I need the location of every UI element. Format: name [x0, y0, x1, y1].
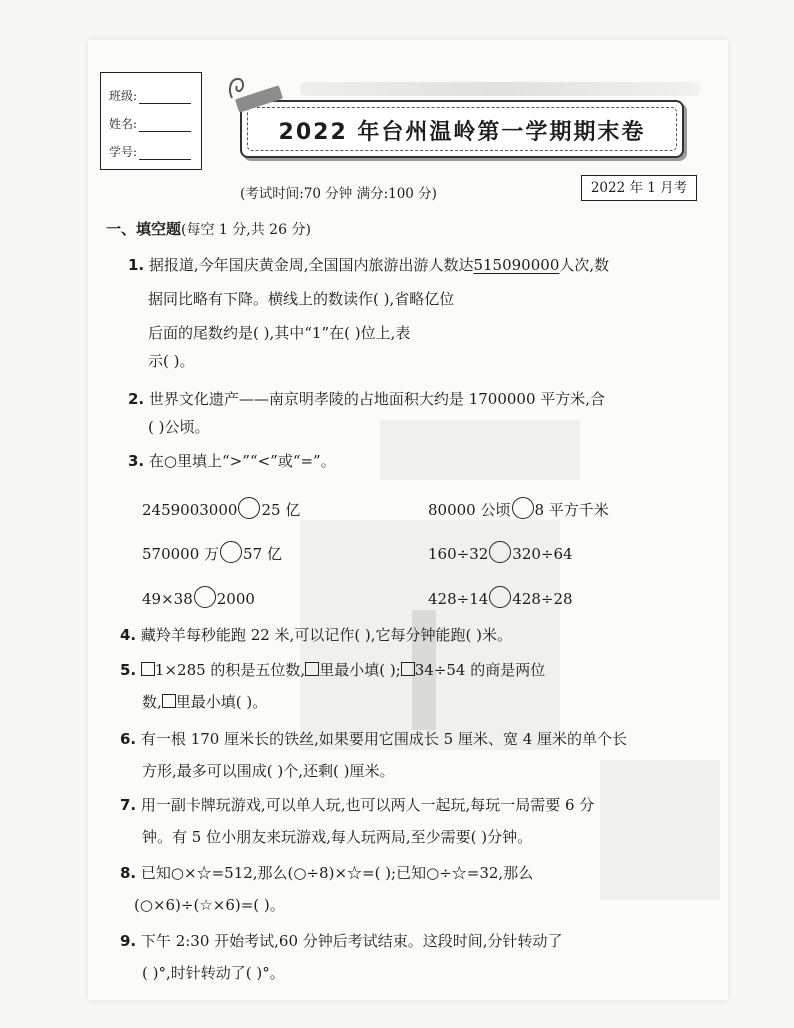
question-5-line-1 — [120, 662, 545, 678]
text: 有一根 170 厘米长的铁丝,如果要用它围成长 5 厘米、宽 4 厘米的单个长 — [140, 730, 628, 748]
question-number: 1. — [128, 256, 145, 274]
question-9-line-1 — [120, 934, 563, 949]
blank-square-icon — [305, 662, 319, 676]
question-8-line-1 — [120, 866, 533, 881]
compare-right: 320÷64 — [512, 545, 573, 563]
compare-right: 8 平方千米 — [534, 501, 609, 519]
text: 里最小填( )。 — [175, 693, 268, 711]
bleed-through — [380, 420, 580, 480]
compare-item — [142, 586, 255, 608]
id-row — [109, 143, 191, 160]
underlined-number: 515090000 — [473, 256, 560, 274]
text: 用一副卡牌玩游戏,可以单人玩,也可以两人一起玩,每玩一局需要 6 分 — [140, 796, 595, 814]
question-7-line-1 — [120, 798, 594, 813]
compare-item — [428, 586, 573, 608]
question-4-line-1 — [120, 628, 512, 643]
text: 里最小填( ); — [319, 661, 401, 679]
class-field[interactable] — [139, 91, 191, 104]
blank-square-icon[interactable] — [401, 662, 415, 676]
text: 据报道,今年国庆黄金周,全国国内旅游出游人数达 — [148, 256, 474, 274]
compare-left: 49×38 — [142, 590, 193, 608]
text: 世界文化遗产——南京明孝陵的占地面积大约是 1700000 平方米,合 — [148, 390, 606, 408]
id-field[interactable] — [139, 147, 191, 160]
exam-title: 2022 年台州温岭第一学期期末卷 — [278, 120, 646, 145]
question-number: 7. — [120, 796, 137, 814]
text: 人次,数 — [559, 256, 610, 274]
section-note: (每空 1 分,共 26 分) — [181, 222, 311, 238]
id-label: 学号: — [109, 145, 138, 159]
compare-circle[interactable] — [220, 541, 242, 563]
question-8-line-2: (○×6)÷(☆×6)=( )。 — [134, 896, 285, 914]
question-number: 8. — [120, 864, 137, 882]
question-1-line-4: 示( )。 — [148, 352, 195, 370]
compare-item — [428, 541, 573, 563]
section-title: 一、填空题 — [106, 220, 182, 238]
text: 下午 2:30 开始考试,60 分钟后考试结束。这段时间,分针转动了 — [140, 932, 563, 950]
compare-circle[interactable] — [512, 497, 534, 519]
question-number: 2. — [128, 390, 145, 408]
compare-left: 570000 万 — [142, 545, 220, 563]
compare-left: 80000 公顷 — [428, 501, 511, 519]
text: 数, — [142, 693, 162, 711]
compare-left: 160÷32 — [428, 545, 489, 563]
class-row — [109, 87, 191, 104]
exam-meta: (考试时间:70 分钟 满分:100 分) — [240, 186, 437, 202]
question-2-line-2: ( )公顷。 — [148, 418, 210, 436]
blank-square-icon — [162, 694, 176, 708]
question-3-line-1 — [128, 454, 336, 469]
text: 34÷54 的商是两位 — [414, 661, 546, 679]
compare-left: 428÷14 — [428, 590, 489, 608]
question-6-line-2: 方形,最多可以围成( )个,还剩( )厘米。 — [142, 762, 395, 780]
question-number: 3. — [128, 452, 145, 470]
compare-right: 25 亿 — [261, 501, 301, 519]
compare-item — [142, 541, 282, 563]
title-banner — [240, 100, 684, 158]
question-7-line-2: 钟。有 5 位小朋友来玩游戏,每人玩两局,至少需要( )分钟。 — [142, 828, 533, 846]
question-number: 4. — [120, 626, 137, 644]
question-6-line-1 — [120, 732, 627, 747]
compare-circle[interactable] — [238, 497, 260, 519]
text: 在○里填上“>”“<”或“=”。 — [148, 452, 336, 470]
compare-circle[interactable] — [489, 541, 511, 563]
text: 藏羚羊每秒能跑 22 米,可以记作( ),它每分钟能跑( )米。 — [140, 626, 513, 644]
question-1-line-3: 后面的尾数约是( ),其中“1”在( )位上,表 — [148, 324, 411, 342]
student-info-box — [100, 72, 202, 170]
compare-item — [142, 497, 300, 519]
compare-left: 2459003000 — [142, 501, 238, 519]
question-2-line-1 — [128, 392, 605, 407]
blank-square-icon[interactable] — [141, 662, 155, 676]
question-number: 5. — [120, 661, 137, 679]
text: 1×285 的积是五位数, — [154, 661, 306, 679]
compare-right: 57 亿 — [243, 545, 282, 563]
question-1-line-1 — [128, 258, 609, 273]
question-1-line-2: 据同比略有下降。横线上的数读作( ),省略亿位 — [148, 290, 455, 308]
compare-circle[interactable] — [194, 586, 216, 608]
compare-right: 428÷28 — [512, 590, 573, 608]
section-heading — [106, 218, 311, 239]
question-9-line-2: ( )°,时针转动了( )°。 — [142, 964, 285, 982]
text: 已知○×☆=512,那么(○÷8)×☆=( );已知○÷☆=32,那么 — [140, 864, 534, 882]
compare-right: 2000 — [216, 590, 255, 608]
class-label: 班级: — [109, 89, 138, 103]
name-field[interactable] — [139, 119, 191, 132]
bleed-through — [300, 82, 700, 96]
compare-item — [428, 497, 609, 519]
question-5-line-2 — [142, 694, 267, 710]
bleed-through — [600, 760, 720, 900]
name-label: 姓名: — [109, 117, 138, 131]
exam-date: 2022 年 1 月考 — [581, 175, 697, 201]
compare-circle[interactable] — [489, 586, 511, 608]
name-row — [109, 115, 191, 132]
question-number: 6. — [120, 730, 137, 748]
question-number: 9. — [120, 932, 137, 950]
